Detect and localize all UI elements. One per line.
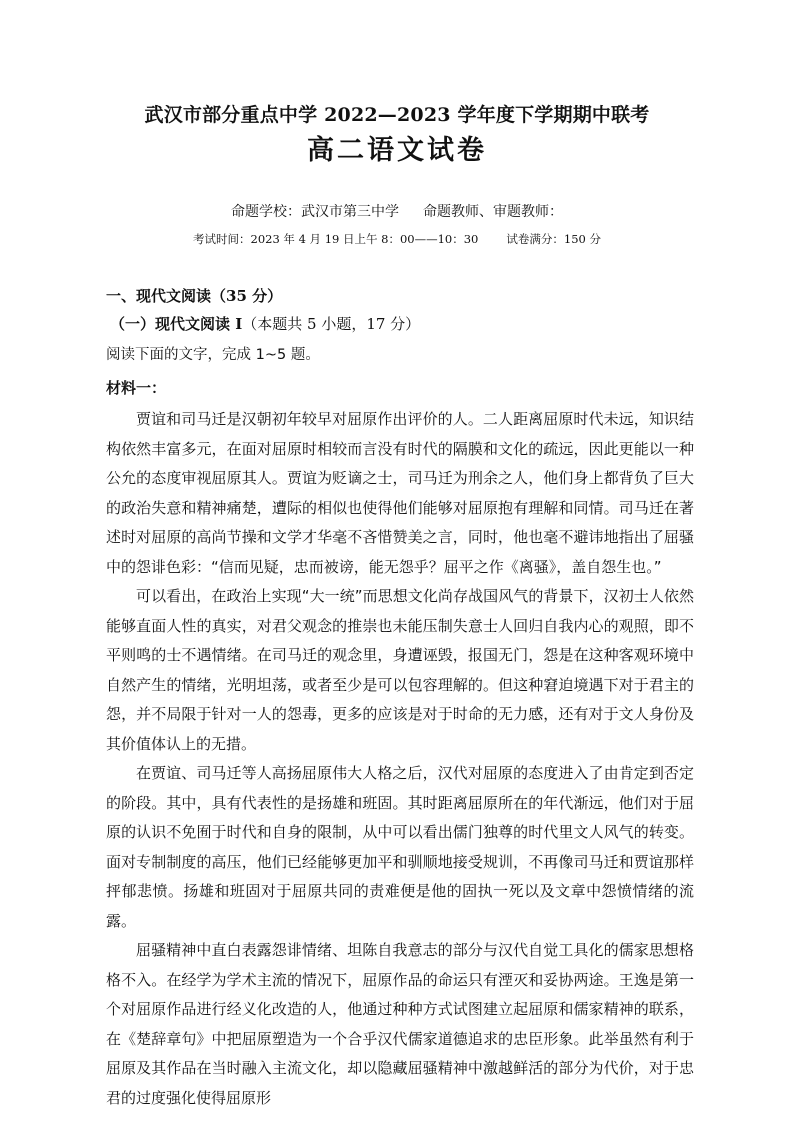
- exam-meta: [0, 231, 794, 247]
- material-text: [106, 405, 694, 1113]
- sub-section-heading: [110, 313, 420, 334]
- sub-section-note: （本题共 5 小题，17 分）: [242, 315, 421, 333]
- setter-teachers: 命题教师、审题教师：: [423, 204, 563, 220]
- paragraph: 贾谊和司马迁是汉朝初年较早对屈原作出评价的人。二人距离屈原时代未远，知识结构依然丰富多元，在面对屈原时相较而言没有时代的隔膜和文化的疏远，因此更能以一种公允的态度审视屈原其人。贾谊为贬谪之士，司马迁为刑余之人，他们身上都背负了巨大的政治失意和精神痛楚，遭际的相似也使得他们能够对屈原抱有理解和同情。司马迁在著述时对屈原的高尚节操和文学才华毫不吝惜赞美之言，同时，他也毫不避讳地指出了屈骚中的怨诽色彩：“信而见疑，忠而被谤，能无怨乎？屈平之作《离骚》，盖自怨生也。”: [106, 410, 694, 576]
- setter-info: [0, 201, 794, 221]
- sub-section-title: （一）现代文阅读 I: [110, 315, 243, 333]
- paper-title: 高二语文试卷: [307, 135, 487, 166]
- exam-time: 考试时间：2023 年 4 月 19 日上午 8：00——10：30: [193, 232, 479, 246]
- setter-school: 命题学校：武汉市第三中学: [231, 204, 399, 220]
- paragraph: 可以看出，在政治上实现“大一统”而思想文化尚存战国风气的背景下，汉初士人依然能够直面人性的真实，对君父观念的推崇也未能压制失意士人回归自我内心的观照，即不平则鸣的士不遇情绪。在司马迁的观念里，身遭诬毁，报国无门，怨是在这种客观环境中自然产生的情绪，光明坦荡，或者至少是可以包容理解的。但这种窘迫境遇下对于君主的怨，并不局限于针对一人的怨毒，更多的应该是对于时命的无力感，还有对于文人身份及其价值体认上的无措。: [106, 587, 694, 753]
- paragraph: 在贾谊、司马迁等人高扬屈原伟大人格之后，汉代对屈原的态度进入了由肯定到否定的阶段。其中，具有代表性的是扬雄和班固。其时距离屈原所在的年代渐远，他们对于屈原的认识不免囿于时代和自身的限制，从中可以看出儒门独尊的时代里文人风气的转变。面对专制制度的高压，他们已经能够更加平和驯顺地接受规训，不再像司马迁和贾谊那样抨郁悲愤。扬雄和班固对于屈原共同的责难便是他的固执一死以及文章中怨愤情绪的流露。: [106, 764, 694, 930]
- full-score: 试卷满分：150 分: [506, 232, 601, 246]
- exam-title: 武汉市部分重点中学 2022—2023 学年度下学期期中联考: [144, 104, 650, 126]
- reading-instruction: 阅读下面的文字，完成 1~5 题。: [106, 347, 320, 363]
- section-heading: 一、现代文阅读（35 分）: [106, 287, 283, 305]
- paragraph: 屈骚精神中直白表露怨诽情绪、坦陈自我意志的部分与汉代自觉工具化的儒家思想格格不入。在经学为学术主流的情况下，屈原作品的命运只有湮灭和妥协两途。王逸是第一个对屈原作品进行经义化改造的人，他通过种种方式试图建立起屈原和儒家精神的联系，在《楚辞章句》中把屈原塑造为一个合乎汉代儒家道德追求的忠臣形象。此举虽然有利于屈原及其作品在当时融入主流文化，却以隐藏屈骚精神中激越鲜活的部分为代价，对于忠君的过度强化使得屈原形: [106, 941, 694, 1107]
- material-label: 材料一：: [106, 379, 167, 397]
